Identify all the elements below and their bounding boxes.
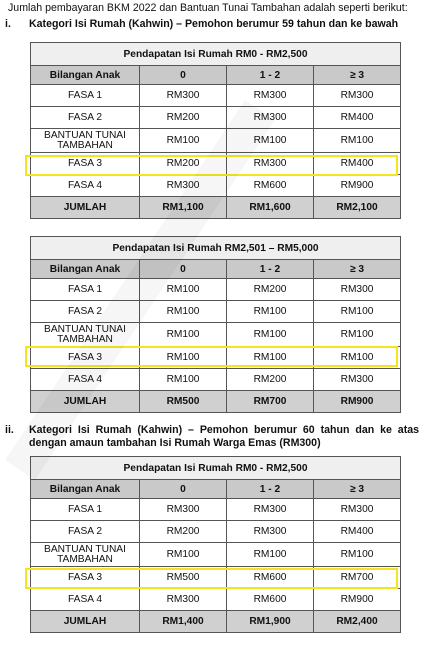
column-header: 0 xyxy=(140,480,227,499)
total-cell: RM1,900 xyxy=(227,611,314,633)
table-cell: RM100 xyxy=(140,279,227,301)
total-label: JUMLAH xyxy=(31,197,140,219)
column-header: Bilangan Anak xyxy=(31,260,140,279)
table-cell: RM300 xyxy=(140,499,227,521)
table-cell: RM200 xyxy=(140,521,227,543)
total-row xyxy=(31,197,401,219)
table-cell: RM700 xyxy=(314,567,401,589)
total-label: JUMLAH xyxy=(31,611,140,633)
table-cell: RM300 xyxy=(140,175,227,197)
total-cell: RM2,400 xyxy=(314,611,401,633)
table-cell: RM300 xyxy=(227,153,314,175)
table-cell: RM100 xyxy=(314,323,401,347)
table-cell: RM300 xyxy=(227,499,314,521)
table-cell: RM300 xyxy=(314,279,401,301)
table-cell: RM400 xyxy=(314,107,401,129)
table-cell: RM100 xyxy=(140,301,227,323)
payment-table-2 xyxy=(30,236,401,413)
row-label: BANTUAN TUNAI TAMBAHAN xyxy=(31,323,140,347)
row-label: FASA 1 xyxy=(31,279,140,301)
table-row-highlighted xyxy=(31,347,401,369)
row-label: FASA 4 xyxy=(31,175,140,197)
table-cell: RM300 xyxy=(314,499,401,521)
table-row xyxy=(31,499,401,521)
table-title: Pendapatan Isi Rumah RM0 - RM2,500 xyxy=(31,43,401,66)
table-cell: RM200 xyxy=(227,279,314,301)
table-cell: RM900 xyxy=(314,175,401,197)
row-label: BANTUAN TUNAI TAMBAHAN xyxy=(31,543,140,567)
payment-table-3 xyxy=(30,456,401,633)
table-cell: RM400 xyxy=(314,153,401,175)
row-label: BANTUAN TUNAI TAMBAHAN xyxy=(31,129,140,153)
table-header-row xyxy=(31,480,401,499)
section-title: Kategori Isi Rumah (Kahwin) – Pemohon berumur 60 tahun dan ke atas dengan amaun tambahan Isi Rumah Warga Emas (RM300) xyxy=(29,424,419,449)
table-cell: RM900 xyxy=(314,589,401,611)
row-label: FASA 3 xyxy=(31,153,140,175)
table-cell: RM100 xyxy=(314,301,401,323)
total-cell: RM2,100 xyxy=(314,197,401,219)
table-cell: RM300 xyxy=(314,369,401,391)
table-cell: RM100 xyxy=(140,323,227,347)
table-cell: RM300 xyxy=(227,521,314,543)
row-label: FASA 4 xyxy=(31,589,140,611)
row-label: FASA 3 xyxy=(31,347,140,369)
column-header: 0 xyxy=(140,66,227,85)
table-title: Pendapatan Isi Rumah RM2,501 – RM5,000 xyxy=(31,237,401,260)
table-row xyxy=(31,521,401,543)
table-cell: RM100 xyxy=(140,129,227,153)
total-cell: RM1,100 xyxy=(140,197,227,219)
total-cell: RM500 xyxy=(140,391,227,413)
table-cell: RM100 xyxy=(140,347,227,369)
table-cell: RM600 xyxy=(227,175,314,197)
table-cell: RM600 xyxy=(227,567,314,589)
table-row xyxy=(31,175,401,197)
table-cell: RM100 xyxy=(314,347,401,369)
table-cell: RM100 xyxy=(227,129,314,153)
intro-text: Jumlah pembayaran BKM 2022 dan Bantuan Tunai Tambahan adalah seperti berikut: xyxy=(8,2,408,14)
table-cell: RM500 xyxy=(140,567,227,589)
table-row xyxy=(31,369,401,391)
total-label: JUMLAH xyxy=(31,391,140,413)
table-header-row xyxy=(31,260,401,279)
table-cell: RM100 xyxy=(140,543,227,567)
table-cell: RM300 xyxy=(140,85,227,107)
row-label: FASA 3 xyxy=(31,567,140,589)
table-row xyxy=(31,543,401,567)
column-header: Bilangan Anak xyxy=(31,480,140,499)
table-row xyxy=(31,107,401,129)
row-label: FASA 4 xyxy=(31,369,140,391)
table-cell: RM300 xyxy=(227,107,314,129)
column-header: 0 xyxy=(140,260,227,279)
table-cell: RM600 xyxy=(227,589,314,611)
row-label: FASA 2 xyxy=(31,521,140,543)
table-title-row xyxy=(31,457,401,480)
total-row xyxy=(31,611,401,633)
table-cell: RM200 xyxy=(140,153,227,175)
table-header-row xyxy=(31,66,401,85)
row-label: FASA 2 xyxy=(31,301,140,323)
table-row xyxy=(31,589,401,611)
table-row-highlighted xyxy=(31,153,401,175)
table-title-row xyxy=(31,237,401,260)
payment-table-1 xyxy=(30,42,401,219)
table-title-row xyxy=(31,43,401,66)
table-cell: RM100 xyxy=(227,543,314,567)
total-row xyxy=(31,391,401,413)
table-cell: RM100 xyxy=(314,129,401,153)
table-row xyxy=(31,85,401,107)
table-cell: RM300 xyxy=(227,85,314,107)
table-row xyxy=(31,279,401,301)
total-cell: RM1,600 xyxy=(227,197,314,219)
total-cell: RM700 xyxy=(227,391,314,413)
row-label: FASA 2 xyxy=(31,107,140,129)
table-cell: RM100 xyxy=(227,347,314,369)
table-cell: RM100 xyxy=(227,323,314,347)
column-header: ≥ 3 xyxy=(314,480,401,499)
table-row xyxy=(31,323,401,347)
table-cell: RM100 xyxy=(227,301,314,323)
table-row-highlighted xyxy=(31,567,401,589)
table-cell: RM100 xyxy=(140,369,227,391)
table-title: Pendapatan Isi Rumah RM0 - RM2,500 xyxy=(31,457,401,480)
table-cell: RM400 xyxy=(314,521,401,543)
section-number: ii. xyxy=(5,424,14,436)
row-label: FASA 1 xyxy=(31,499,140,521)
section-title: Kategori Isi Rumah (Kahwin) – Pemohon berumur 59 tahun dan ke bawah xyxy=(29,18,399,30)
table-cell: RM200 xyxy=(140,107,227,129)
column-header: Bilangan Anak xyxy=(31,66,140,85)
column-header: 1 - 2 xyxy=(227,66,314,85)
total-cell: RM1,400 xyxy=(140,611,227,633)
table-row xyxy=(31,129,401,153)
table-cell: RM200 xyxy=(227,369,314,391)
table-cell: RM100 xyxy=(314,543,401,567)
total-cell: RM900 xyxy=(314,391,401,413)
section-number: i. xyxy=(5,18,11,30)
column-header: ≥ 3 xyxy=(314,66,401,85)
column-header: ≥ 3 xyxy=(314,260,401,279)
table-row xyxy=(31,301,401,323)
table-cell: RM300 xyxy=(140,589,227,611)
column-header: 1 - 2 xyxy=(227,260,314,279)
table-cell: RM300 xyxy=(314,85,401,107)
row-label: FASA 1 xyxy=(31,85,140,107)
column-header: 1 - 2 xyxy=(227,480,314,499)
